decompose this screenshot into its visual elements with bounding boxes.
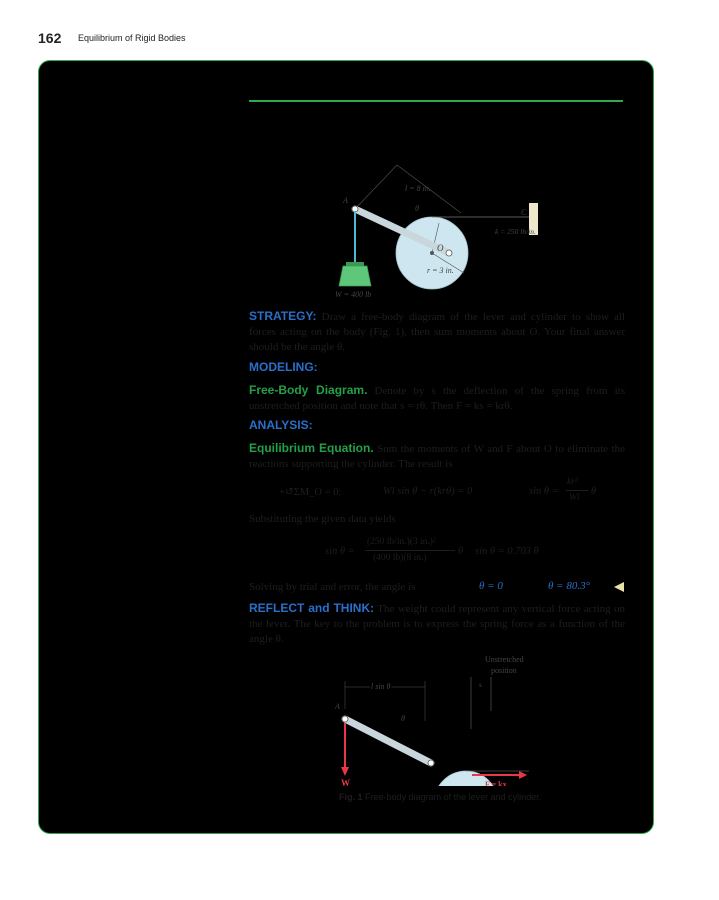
answer-marker-icon [613, 581, 625, 593]
eq1-tail: θ [591, 486, 597, 497]
eq1-mid: Wl sin θ − r(krθ) = 0 [383, 486, 473, 497]
eq2-lhs: sin θ = [325, 546, 355, 557]
eq2-right: sin θ = 0.703 θ [475, 546, 539, 557]
label-unstretched: Unstretched [485, 655, 524, 664]
fbd-paragraph [249, 383, 625, 414]
label-W-fbd: W [341, 778, 350, 786]
figure-lever-cylinder [319, 161, 539, 301]
label-l: l = 8 in. [405, 184, 431, 193]
label-position: position [491, 666, 517, 675]
eq1-fraction-bar [566, 490, 588, 491]
strategy-body: Draw a free-body diagram of the lever and cylinder to show all forces acting on the body (Fig. 1), then sum moments about O. Your final answer should be the angle θ. [249, 311, 625, 353]
label-k: k = 250 lb/in. [495, 227, 536, 236]
label-lsin: l sin θ [371, 682, 391, 691]
label-O: O [437, 243, 444, 253]
label-W: W = 400 lb [335, 290, 372, 299]
label-F: F = kx [485, 780, 507, 786]
label-theta-fbd: θ [401, 714, 405, 723]
fbd-heading: Free-Body Diagram. [249, 383, 368, 397]
label-C: C [521, 208, 527, 217]
fbd-lever [345, 719, 431, 763]
equilibrium-body: Sum the moments of W and F about O to eliminate the reactions supporting the cylinder. The result is [249, 443, 626, 470]
eq2-denominator: (400 lb)(8 in.) [373, 553, 427, 563]
analysis-paragraph [249, 418, 625, 434]
equilibrium-paragraph [249, 441, 625, 472]
caption-text: Free-body diagram of the lever and cylinder. [365, 792, 542, 802]
analysis-heading: ANALYSIS: [249, 418, 313, 432]
label-A: A [343, 196, 348, 205]
eq2-fraction-bar [365, 550, 455, 551]
eq1-denominator: Wl [569, 493, 580, 503]
eq2-numerator: (250 lb/in.)(3 in.)² [367, 537, 436, 547]
substituting-text: Substituting the given data yields [249, 513, 396, 525]
page-number: 162 [38, 30, 62, 46]
sample-problem-panel [38, 60, 654, 834]
label-s: s [479, 681, 482, 689]
strategy-paragraph [249, 309, 625, 355]
solving-text: Solving by trial and error, the angle is [249, 581, 416, 593]
fbd-body: Denote by s the deflection of the spring from its unstretched position and note that s = rθ. Then F = ks = krθ. [249, 385, 625, 412]
figure-free-body-diagram [329, 651, 549, 786]
eq1-left: +↺ΣM_O = 0: [279, 487, 342, 498]
green-rule [249, 100, 623, 102]
eq1-right-lhs: sin θ = [529, 486, 559, 497]
equilibrium-heading: Equilibrium Equation. [249, 441, 374, 455]
reflect-paragraph [249, 601, 625, 647]
modeling-heading: MODELING: [249, 360, 318, 374]
chapter-title: Equilibrium of Rigid Bodies [78, 33, 186, 43]
label-r: r = 3 in. [427, 266, 454, 275]
reflect-heading: REFLECT and THINK: [249, 601, 375, 615]
eq2-tail: θ [458, 546, 464, 557]
answer-angle: θ = 80.3° [548, 580, 590, 592]
label-A-fbd: A [335, 702, 340, 711]
caption-prefix: Fig. 1 [339, 792, 363, 802]
strategy-heading: STRATEGY: [249, 309, 317, 323]
reflect-body: The weight could represent any vertical force acting on the lever. The key to the problem is to express the spring force as a function of the angle θ. [249, 603, 625, 645]
eq1-numerator: kr² [567, 477, 578, 487]
figure-caption [339, 791, 549, 803]
modeling-paragraph [249, 360, 625, 376]
weight-block [339, 266, 371, 286]
label-theta: θ [415, 204, 419, 213]
answer-zero: θ = 0 [479, 580, 503, 592]
